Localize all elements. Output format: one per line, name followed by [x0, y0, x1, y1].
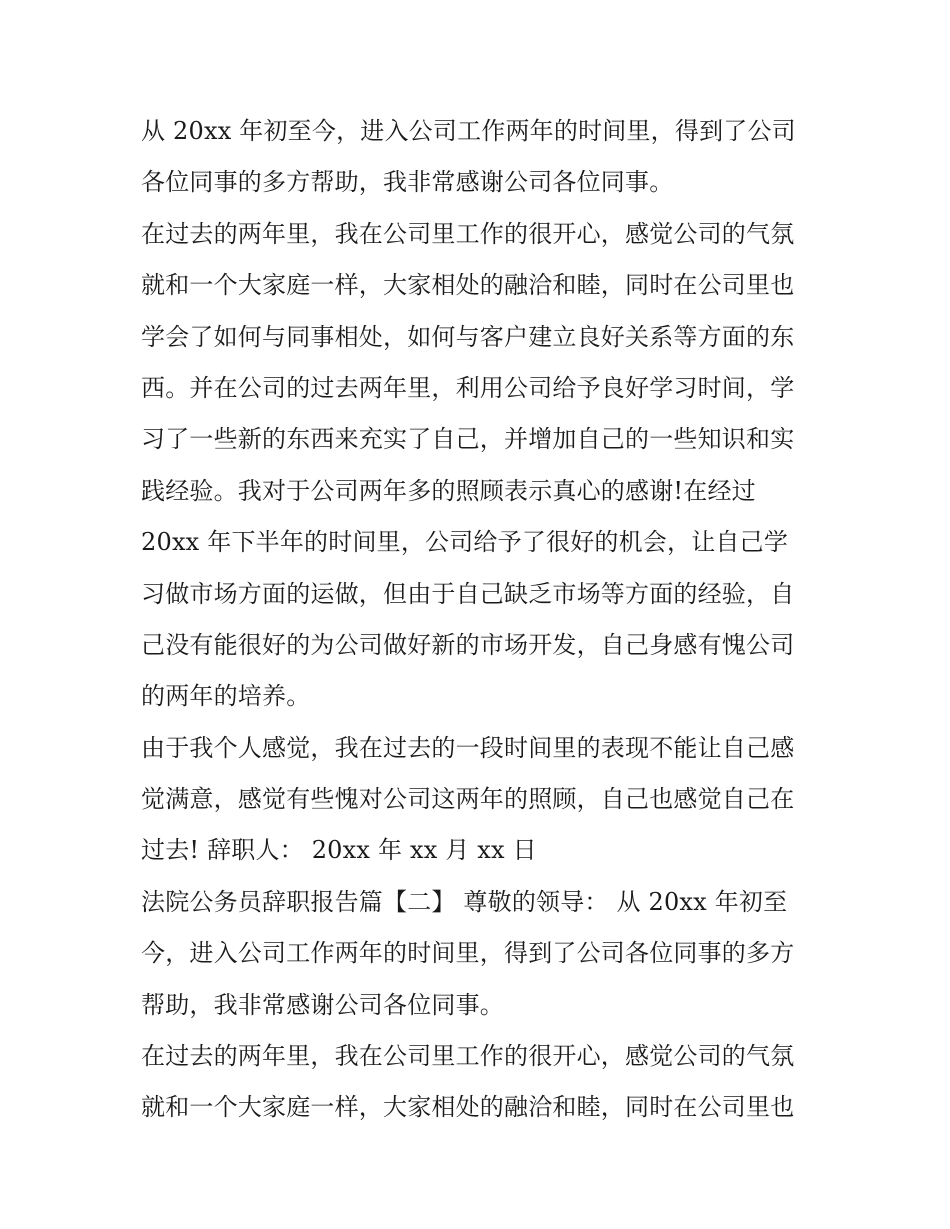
text-line: 在过去的两年里，我在公司里工作的很开心，感觉公司的气氛 — [141, 219, 795, 248]
text-line: 今，进入公司工作两年的时间里，得到了公司各位同事的多方 — [141, 939, 795, 968]
text-line: 从 20xx 年初至今，进入公司工作两年的时间里，得到了公司 — [141, 117, 796, 145]
text-line: 觉满意，感觉有些愧对公司这两年的照顾，自己也感觉自己在 — [141, 785, 795, 814]
section-heading-line: 法院公务员辞职报告篇【二】 尊敬的领导： 从 20xx 年初至 — [141, 887, 788, 916]
text-line: 西。并在公司的过去两年里，利用公司给予良好学习时间，学 — [141, 373, 795, 402]
text-line: 习了一些新的东西来充实了自己，并增加自己的一些知识和实 — [141, 425, 795, 454]
document-body — [141, 110, 821, 1138]
text-line: 己没有能很好的为公司做好新的市场开发，自己身感有愧公司 — [141, 630, 795, 659]
text-line: 在过去的两年里，我在公司里工作的很开心，感觉公司的气氛 — [141, 1042, 795, 1071]
text-line: 20xx 年下半年的时间里，公司给予了很好的机会，让自己学 — [141, 528, 789, 557]
text-line: 学会了如何与同事相处，如何与客户建立良好关系等方面的东 — [141, 322, 795, 351]
text-line: 就和一个大家庭一样，大家相处的融洽和睦，同时在公司里也 — [141, 1093, 795, 1122]
text-line: 就和一个大家庭一样，大家相处的融洽和睦，同时在公司里也 — [141, 271, 795, 300]
text-line: 各位同事的多方帮助，我非常感谢公司各位同事。 — [141, 168, 674, 197]
signature-line: 过去! 辞职人： 20xx 年 xx 月 xx 日 — [141, 836, 537, 865]
text-line: 践经验。我对于公司两年多的照顾表示真心的感谢!在经过 — [141, 476, 756, 505]
text-line: 由于我个人感觉，我在过去的一段时间里的表现不能让自己感 — [141, 733, 795, 762]
text-line: 帮助，我非常感谢公司各位同事。 — [141, 990, 504, 1019]
text-line: 的两年的培养。 — [141, 682, 311, 711]
text-line: 习做市场方面的运做，但由于自己缺乏市场等方面的经验，自 — [141, 579, 795, 608]
